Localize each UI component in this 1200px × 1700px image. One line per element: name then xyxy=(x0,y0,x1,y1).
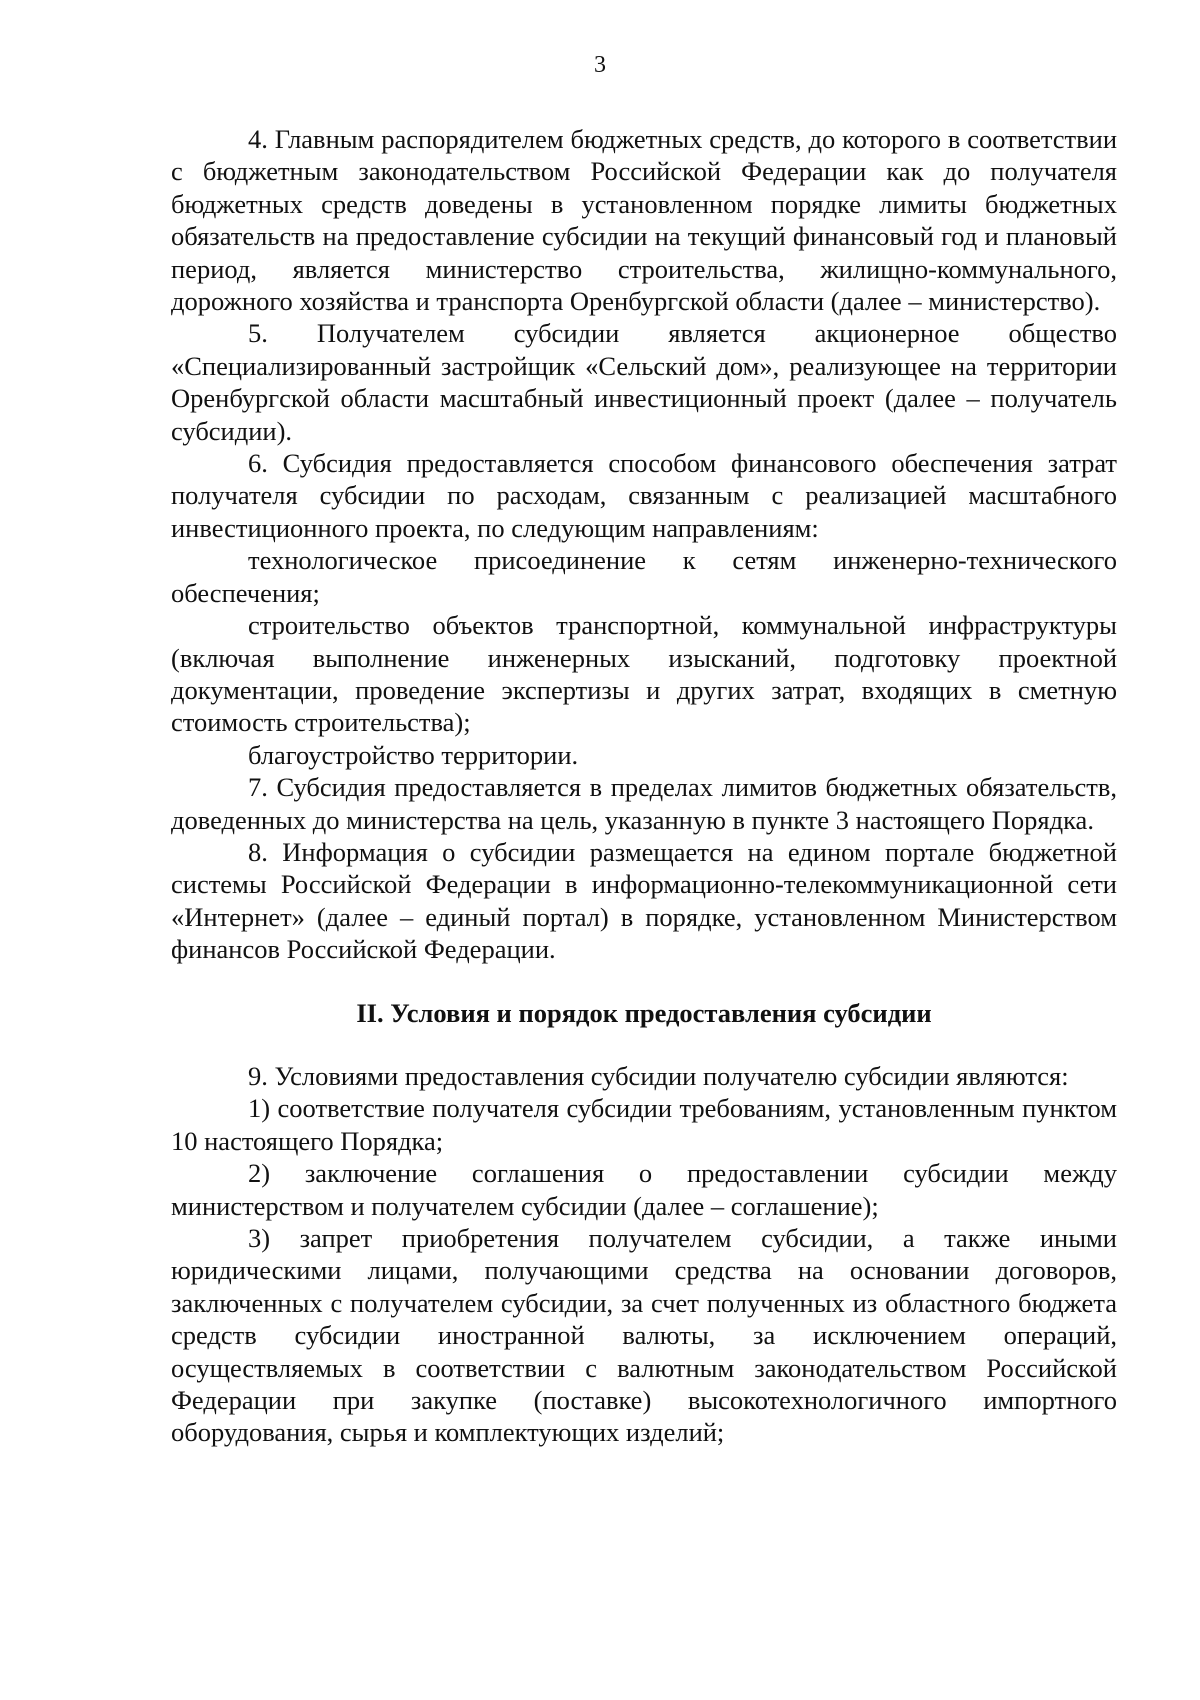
paragraph-item-9: 9. Условиями предоставления субсидии получателю субсидии являются: xyxy=(248,1060,1069,1091)
paragraph-item-6: 6. Субсидия предоставляется способом финансового обеспечения затрат получателя субсидии по расходам, связанным с реализацией масштабного инвестиционного проекта, по следующим направлениям: xyxy=(171,448,1117,543)
paragraph-item-7: 7. Субсидия предоставляется в пределах лимитов бюджетных обязательств, доведенных до министерства на цель, указанную в пункте 3 настоящего Порядка. xyxy=(171,772,1117,835)
paragraph-direction-connection: технологическое присоединение к сетям инженерно-технического обеспечения; xyxy=(171,545,1117,608)
paragraph-item-4: 4. Главным распорядителем бюджетных средств, до которого в соответствии с бюджетным законодательством Российской Федерации как до получателя бюджетных средств доведены в установленном порядке лимиты бюджетных обязательств на предоставление субсидии на текущий финансовый год и плановый период, является министерство строительства, жилищно-коммунального, дорожного хозяйства и транспорта Оренбургской области (далее – министерство). xyxy=(171,124,1117,317)
section-heading: II. Условия и порядок предоставления субсидии xyxy=(356,997,932,1028)
paragraph-condition-2: 2) заключение соглашения о предоставлении субсидии между министерством и получателем субсидии (далее – соглашение); xyxy=(171,1158,1117,1221)
paragraph-item-5: 5. Получателем субсидии является акционерное общество «Специализированный застройщик «Сельский дом», реализующее на территории Оренбургской области масштабный инвестиционный проект (далее – получатель субсидии). xyxy=(171,318,1117,446)
paragraph-condition-3: 3) запрет приобретения получателем субсидии, а также иными юридическими лицами, получающими средства на основании договоров, заключенных с получателем субсидии, за счет полученных из областного бюджета средств субсидии иностранной валюты, за исключением операций, осуществляемых в соответствии с валютным законодательством Российской Федерации при закупке (поставке) высокотехнологичного импортного оборудования, сырья и комплектующих изделий; xyxy=(171,1223,1117,1448)
document-body xyxy=(171,123,1117,1449)
paragraph-condition-1: 1) соответствие получателя субсидии требованиям, установленным пунктом 10 настоящего Порядка; xyxy=(171,1093,1117,1156)
paragraph-item-8: 8. Информация о субсидии размещается на едином портале бюджетной системы Российской Федерации в информационно-телекоммуникационной сети «Интернет» (далее – единый портал) в порядке, установленном Министерством финансов Российской Федерации. xyxy=(171,836,1117,965)
paragraph-direction-construction: строительство объектов транспортной, коммунальной инфраструктуры (включая выполнение инженерных изысканий, подготовку проектной документации, проведение экспертизы и других затрат, входящих в сметную стоимость строительства); xyxy=(171,610,1117,738)
paragraph-direction-landscaping: благоустройство территории. xyxy=(248,739,579,770)
page-number: 3 xyxy=(594,52,606,78)
